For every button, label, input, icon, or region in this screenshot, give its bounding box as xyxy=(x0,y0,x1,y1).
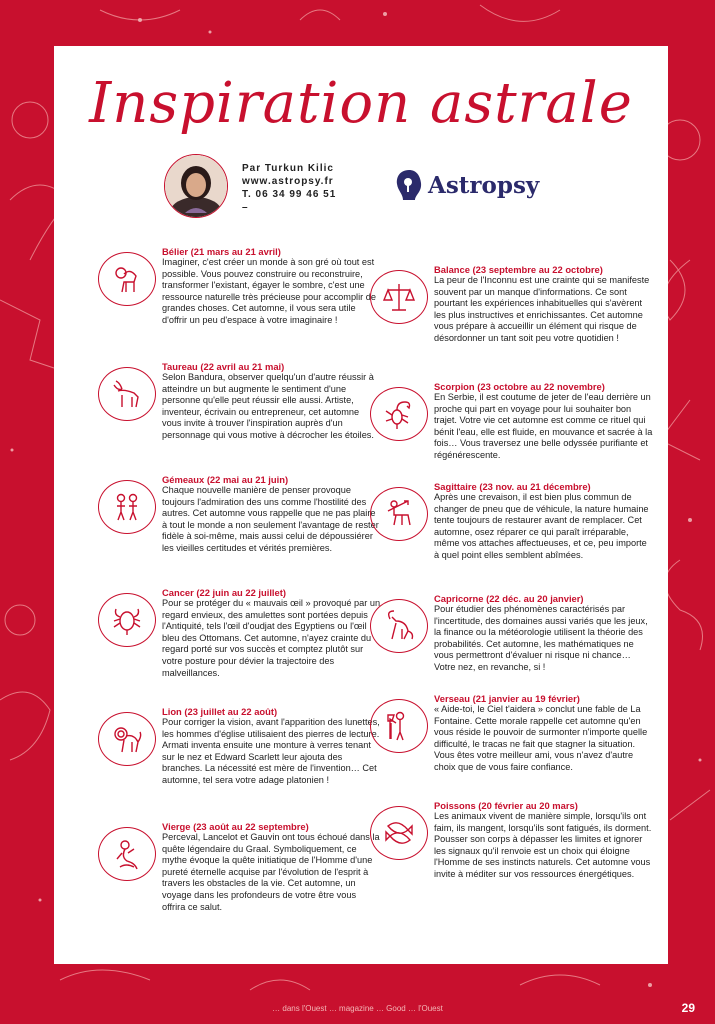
author-avatar xyxy=(164,154,228,218)
author-phone: T. 06 34 99 46 51 xyxy=(242,189,337,200)
sign-heading: Vierge (23 août au 22 septembre) xyxy=(162,821,309,832)
scorpio-icon xyxy=(370,387,428,441)
sign-entry-pisces xyxy=(370,800,653,910)
sign-heading: Balance (23 septembre au 22 octobre) xyxy=(434,264,603,275)
astropsy-logo xyxy=(394,168,539,202)
sign-text: « Aide-toi, le Ciel t'aidera » conclut une fable de La Fontaine. Cette morale rappelle cet automne qu'en vous réside le pouvoir de surmonter n'importe quelle difficulté, le tracas ne fait que stagner la situation. Vous êtes votre meilleur ami, vous n'avez d'autre choix que de vous faire confiance. xyxy=(434,704,648,772)
aries-icon xyxy=(98,252,156,306)
author-dash: – xyxy=(242,202,249,213)
taurus-icon xyxy=(98,367,156,421)
sign-heading: Capricorne (22 déc. au 20 janvier) xyxy=(434,593,584,604)
sign-heading: Bélier (21 mars au 21 avril) xyxy=(162,246,281,257)
sign-entry-aquarius xyxy=(370,693,653,800)
sign-text: Pour se protéger du « mauvais œil » provoqué par un regard envieux, des amulettes sont portées depuis l'Antiquité, tels l'œil d'oudjat des Egyptiens ou l'œil bleu des Ottomans. Cet automne, n'ayez crainte du regard porté sur vos succès et comptez plutôt sur votre posture pour dévier la trajectoire des malveillances. xyxy=(162,598,381,678)
sign-entry-cancer xyxy=(98,587,381,706)
page-title: Inspiration astrale xyxy=(89,71,633,136)
sign-heading: Scorpion (23 octobre au 22 novembre) xyxy=(434,381,605,392)
sign-heading: Sagittaire (23 nov. au 21 décembre) xyxy=(434,481,591,492)
capricorn-icon xyxy=(370,599,428,653)
sign-entry-sagittarius xyxy=(370,481,653,593)
leo-icon xyxy=(98,712,156,766)
sign-entry-capricorn xyxy=(370,593,653,693)
sagittarius-icon xyxy=(370,487,428,541)
sign-heading: Gémeaux (22 mai au 21 juin) xyxy=(162,474,289,485)
sign-text: Imaginer, c'est créer un monde à son gré où tout est possible. Vous pouvez construire ou reconstruire, transformer l'existant, égayer le sombre, c'est une ressource naturelle très précieuse pour accomplir de grandes choses. Cet automne, il vous sera utile d'offrir un peu d'espace à votre imaginaire ! xyxy=(162,257,376,325)
sign-text: Les animaux vivent de manière simple, lorsqu'ils ont faim, ils mangent, lorsqu'ils sont fatigués, ils dorment. Pousser son corps à dépasser les limites et ignorer les signaux qu'il renvoie est un choix qui éloigne l'Homme de ses instincts naturels. Cet automne vous invite à méditer sur vos ressources énergétiques. xyxy=(434,811,652,879)
author-website: www.astropsy.fr xyxy=(242,176,334,187)
sign-text: Perceval, Lancelot et Gauvin ont tous échoué dans la quête légendaire du Graal. Symboliquement, ce mythe évoque la quête initiatique de l'Homme d'une pureté éternelle acquise par l'évolution de l'esprit à travers les obstacles de la vie. Cet automne, un voyage dans les profondeurs de votre être vous offrira ce salut. xyxy=(162,832,380,912)
gemini-icon xyxy=(98,480,156,534)
sign-text: Pour corriger la vision, avant l'apparition des lunettes, les hommes d'église utilisaient des pierres de lecture. Armati inventa ensuite une monture à verres tenant sur le nez et Edward Scarlett leur ajouta des branches. La nécessité est mère de l'invention… Cet automne, tel sera votre adage platonien ! xyxy=(162,717,380,785)
sign-heading: Taureau (22 avril au 21 mai) xyxy=(162,361,285,372)
sign-heading: Poissons (20 février au 20 mars) xyxy=(434,800,578,811)
sign-text: Après une crevaison, il est bien plus commun de changer de pneu que de véhicule, la nature humaine tente toujours de restaurer avant de remplacer. Cet automne, osez réparer ce qui paraît irréparable, même vos attaches affectueuses, et ce, peu importe à quel point elles semblent abîmées. xyxy=(434,492,649,560)
virgo-icon xyxy=(98,827,156,881)
sign-text: Pour étudier des phénomènes caractérisés par l'incertitude, des domaines aussi variés que les jeux, la finance ou la météorologie utilisent la théorie des probabilités. Cet automne, les mathématiques ne vous permettront d'évaluer ni risque ni chance… Votre nez, en revanche, si ! xyxy=(434,604,648,672)
horoscope-column-right xyxy=(370,264,653,910)
sign-entry-libra xyxy=(370,264,653,381)
sign-entry-scorpio xyxy=(370,381,653,481)
astropsy-head-icon xyxy=(394,168,424,202)
page-footer: … dans l'Ouest … magazine … Good … l'Ouest xyxy=(272,1004,443,1013)
author-byline: Par Turkun Kilic xyxy=(242,163,334,174)
page-number: 29 xyxy=(681,1001,695,1015)
article-sheet xyxy=(54,46,668,964)
sign-entry-leo xyxy=(98,706,381,821)
horoscope-column-left xyxy=(98,246,381,941)
author-info xyxy=(242,162,336,214)
sign-entry-taurus xyxy=(98,361,381,474)
sign-entry-gemini xyxy=(98,474,381,587)
sign-text: Chaque nouvelle manière de penser provoque toujours l'admiration des uns comme l'hostilité des autres. Cet automne vous rappelle que ne pas plaire à tout le monde a non seulement l'avantage de rester fidèle à soi-même, mais aussi celui de dépoussiérer les vieilles certitudes et vérités premières. xyxy=(162,485,379,553)
sign-heading: Lion (23 juillet au 22 août) xyxy=(162,706,278,717)
sign-entry-aries xyxy=(98,246,381,361)
sign-text: Selon Bandura, observer quelqu'un d'autre réussir à atteindre un but augmente le sentiment d'une personne qu'elle peut réussir elle aussi. Artiste, inventeur, écrivain ou entrepreneur, cet automne vous invite à trouver l'inspiration auprès d'un personnage qui vous motive à décrocher les étoiles. xyxy=(162,372,374,440)
sign-heading: Verseau (21 janvier au 19 février) xyxy=(434,693,580,704)
logo-text: Astropsy xyxy=(428,171,540,199)
sign-text: La peur de l'Inconnu est une crainte qui se manifeste souvent par un manque d'informations. Ce sont pourtant les expériences inhabituelles qui s'avèrent les plus instructives et enrichissantes. Cet automne vous prépare à accueillir un élément qui risque de désordonner un tant soit peu votre quotidien ! xyxy=(434,275,650,343)
sign-heading: Cancer (22 juin au 22 juillet) xyxy=(162,587,286,598)
pisces-icon xyxy=(370,806,428,860)
libra-icon xyxy=(370,270,428,324)
sign-entry-virgo xyxy=(98,821,381,941)
cancer-icon xyxy=(98,593,156,647)
sign-text: En Serbie, il est coutume de jeter de l'eau derrière un proche qui part en voyage pour lui souhaiter bon trajet. Votre vie cet automne est comme ce rituel qui bénit l'eau, elle est fluide, en mouvance et sacrée à la fois… Vous traversez une belle odyssée purifiante et régénérescente. xyxy=(434,392,653,460)
aquarius-icon xyxy=(370,699,428,753)
